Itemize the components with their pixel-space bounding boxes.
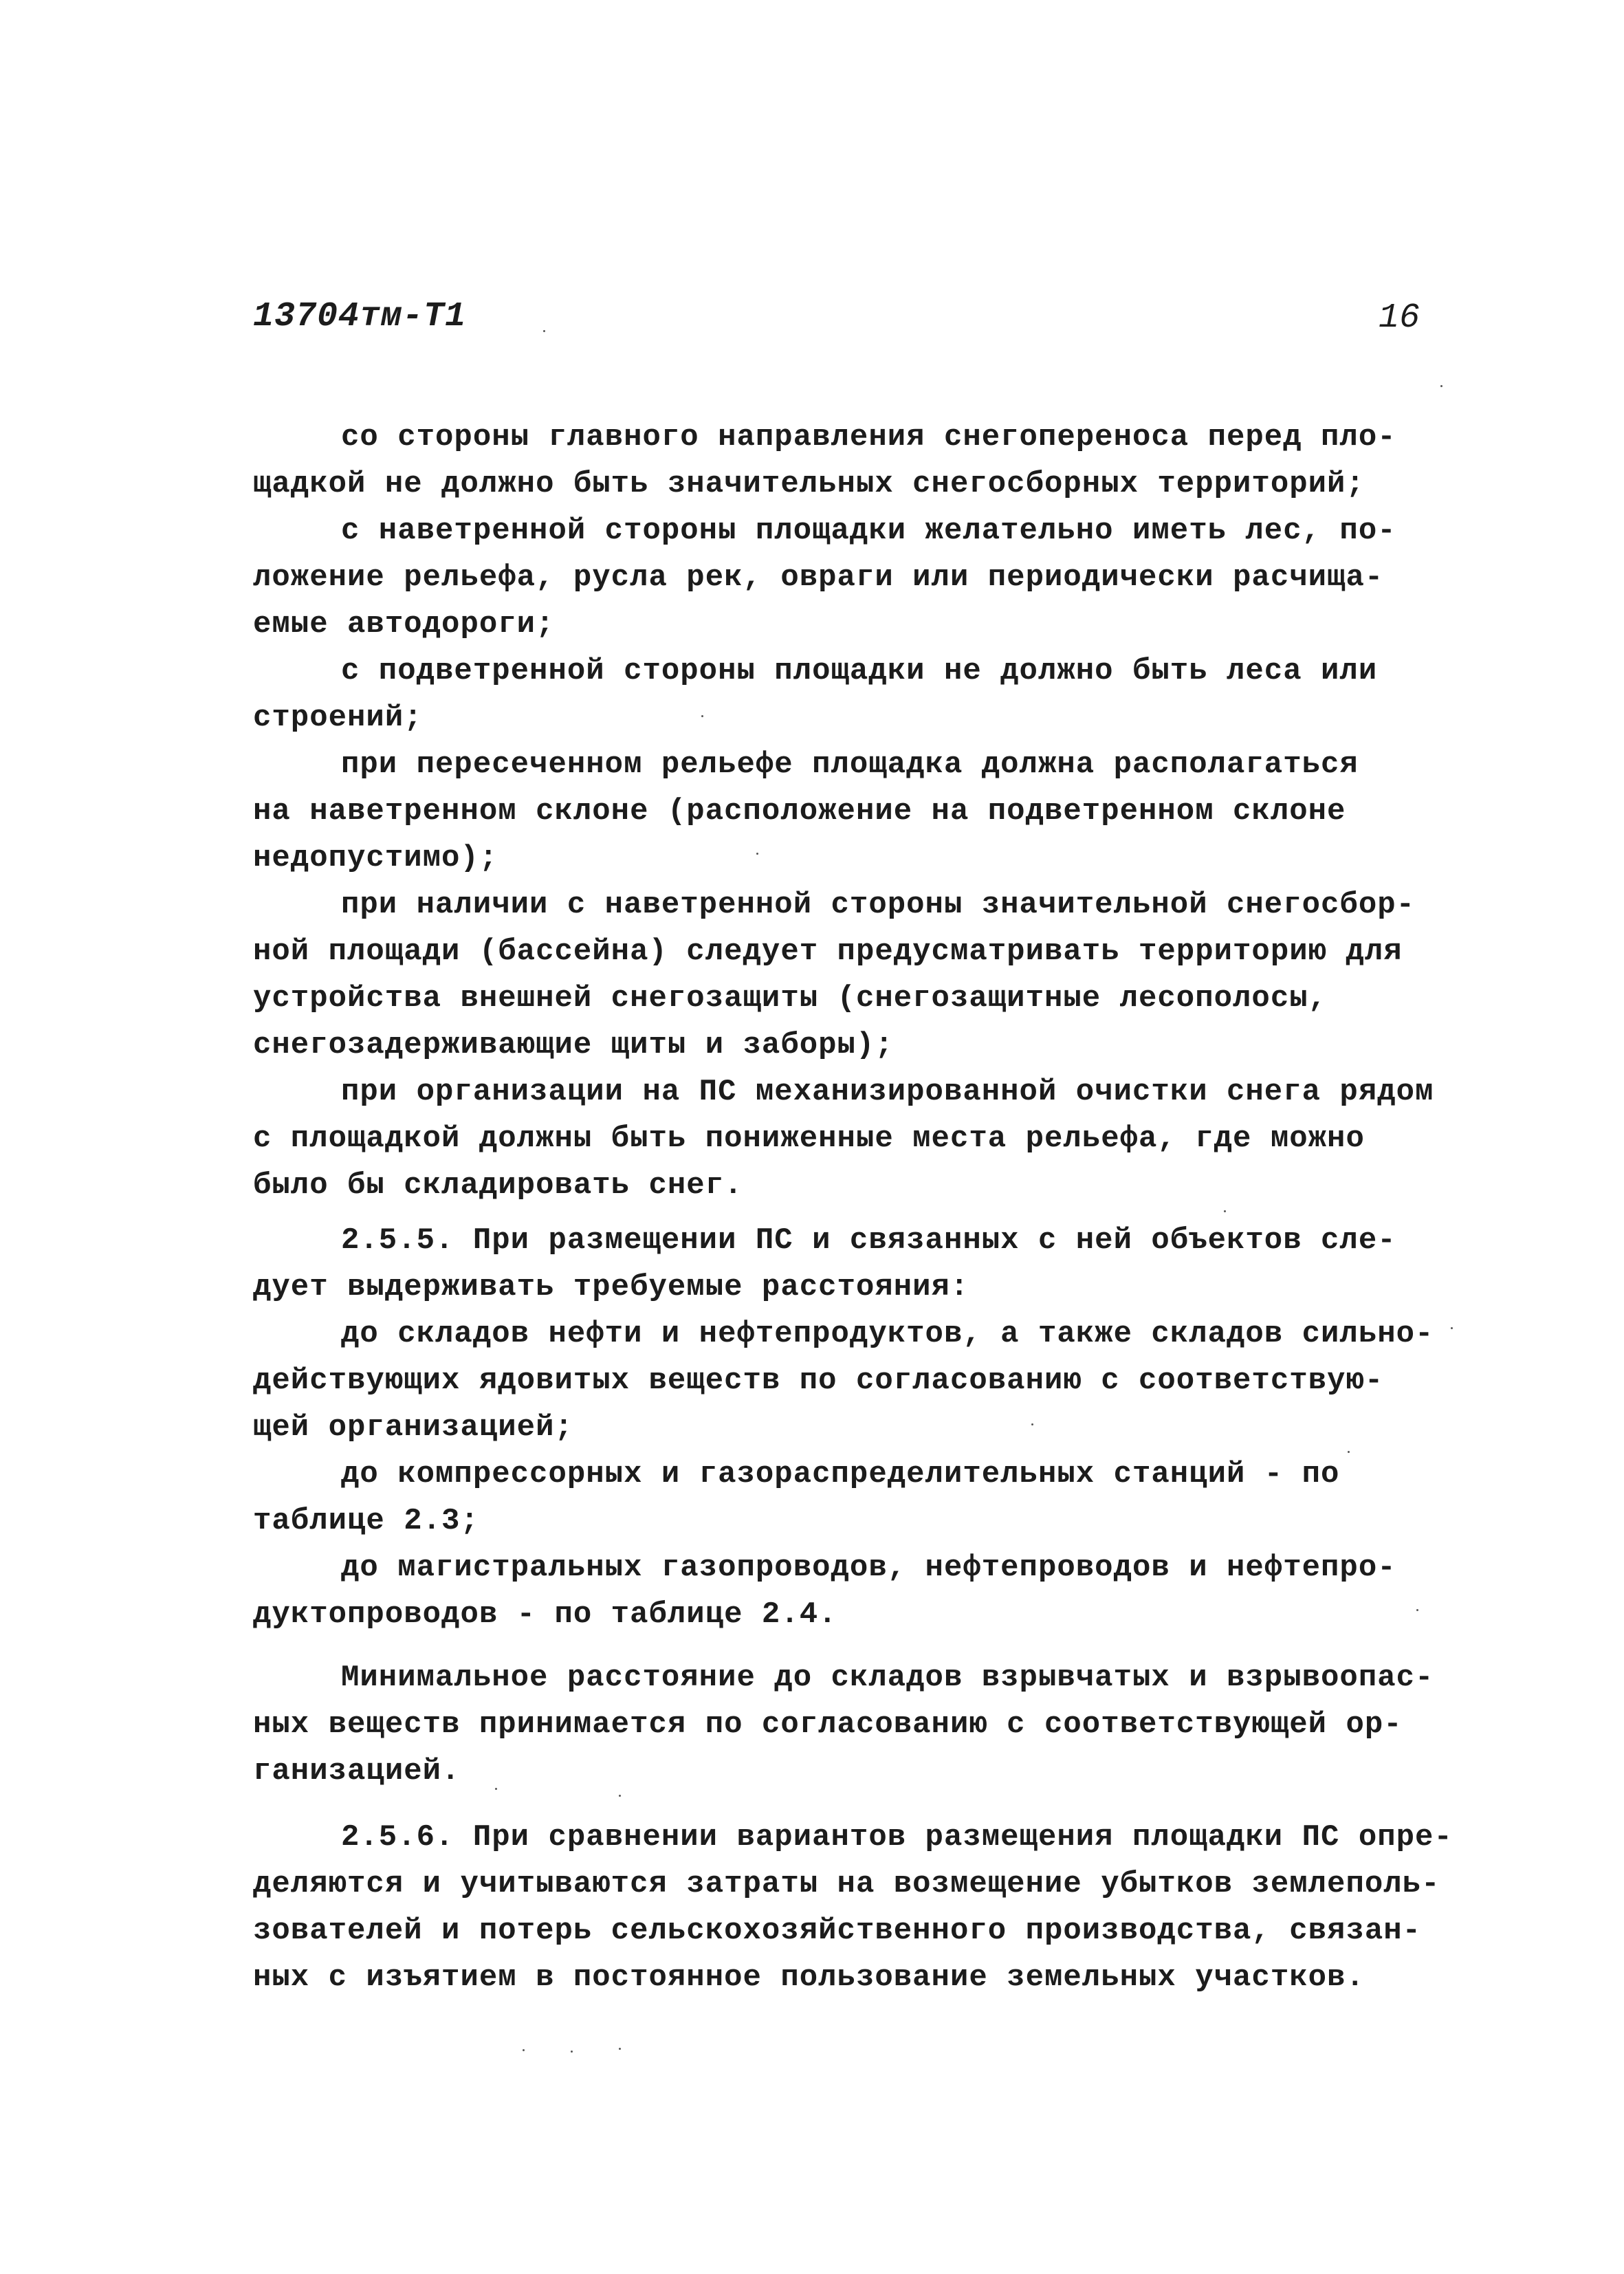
- text-line: на наветренном склоне (расположение на подветренном склоне: [253, 794, 1346, 829]
- text-line: строений;: [253, 701, 423, 735]
- text-line: ных с изъятием в постоянное пользование земельных участков.: [253, 1960, 1365, 1995]
- text-line: ных веществ принимается по согласованию с соответствующей ор-: [253, 1707, 1403, 1742]
- text-line: ной площади (бассейна) следует предусматривать территорию для: [253, 934, 1403, 969]
- text-line: щадкой не должно быть значительных снегосборных территорий;: [253, 467, 1365, 501]
- text-line: со стороны главного направления снегопереноса перед пло-: [341, 420, 1396, 455]
- text-line: устройства внешней снегозащиты (снегозащитные лесополосы,: [253, 981, 1328, 1016]
- text-line: таблице 2.3;: [253, 1504, 479, 1538]
- text-line: 2.5.6. При сравнении вариантов размещения площадки ПС опре-: [341, 1820, 1453, 1855]
- text-line: деляются и учитываются затраты на возмещение убытков землеполь-: [253, 1867, 1440, 1901]
- text-line: дует выдерживать требуемые расстояния:: [253, 1270, 969, 1304]
- text-line: с площадкой должны быть пониженные места рельефа, где можно: [253, 1122, 1365, 1156]
- document-code: 13704тм-Т1: [253, 297, 467, 336]
- text-line: ганизацией.: [253, 1754, 461, 1789]
- text-line: дуктопроводов - по таблице 2.4.: [253, 1597, 837, 1632]
- text-line: зователей и потерь сельскохозяйственного производства, связан-: [253, 1914, 1422, 1948]
- text-line: Минимальное расстояние до складов взрывчатых и взрывоопас-: [341, 1661, 1434, 1695]
- text-line: с подветренной стороны площадки не должно быть леса или: [341, 654, 1378, 688]
- page-number: 16: [1379, 298, 1420, 338]
- text-line: щей организацией;: [253, 1410, 573, 1445]
- text-line: при пересеченном рельефе площадка должна располагаться: [341, 747, 1359, 782]
- text-line: при организации на ПС механизированной очистки снега рядом: [341, 1075, 1434, 1109]
- text-line: 2.5.5. При размещении ПС и связанных с ней объектов сле-: [341, 1223, 1396, 1258]
- text-line: снегозадерживающие щиты и заборы);: [253, 1028, 894, 1062]
- text-line: было бы складировать снег.: [253, 1168, 743, 1203]
- text-line: с наветренной стороны площадки желательно иметь лес, по-: [341, 514, 1396, 548]
- text-line: до компрессорных и газораспределительных станций - по: [341, 1457, 1340, 1491]
- text-line: до магистральных газопроводов, нефтепроводов и нефтепро-: [341, 1551, 1396, 1585]
- text-line: до складов нефти и нефтепродуктов, а также складов сильно-: [341, 1317, 1434, 1351]
- text-line: ложение рельефа, русла рек, овраги или периодически расчища-: [253, 560, 1384, 595]
- text-line: емые автодороги;: [253, 607, 555, 642]
- text-line: при наличии с наветренной стороны значительной снегосбор-: [341, 888, 1416, 922]
- text-line: действующих ядовитых веществ по согласованию с соответствую-: [253, 1364, 1384, 1398]
- text-line: недопустимо);: [253, 841, 498, 875]
